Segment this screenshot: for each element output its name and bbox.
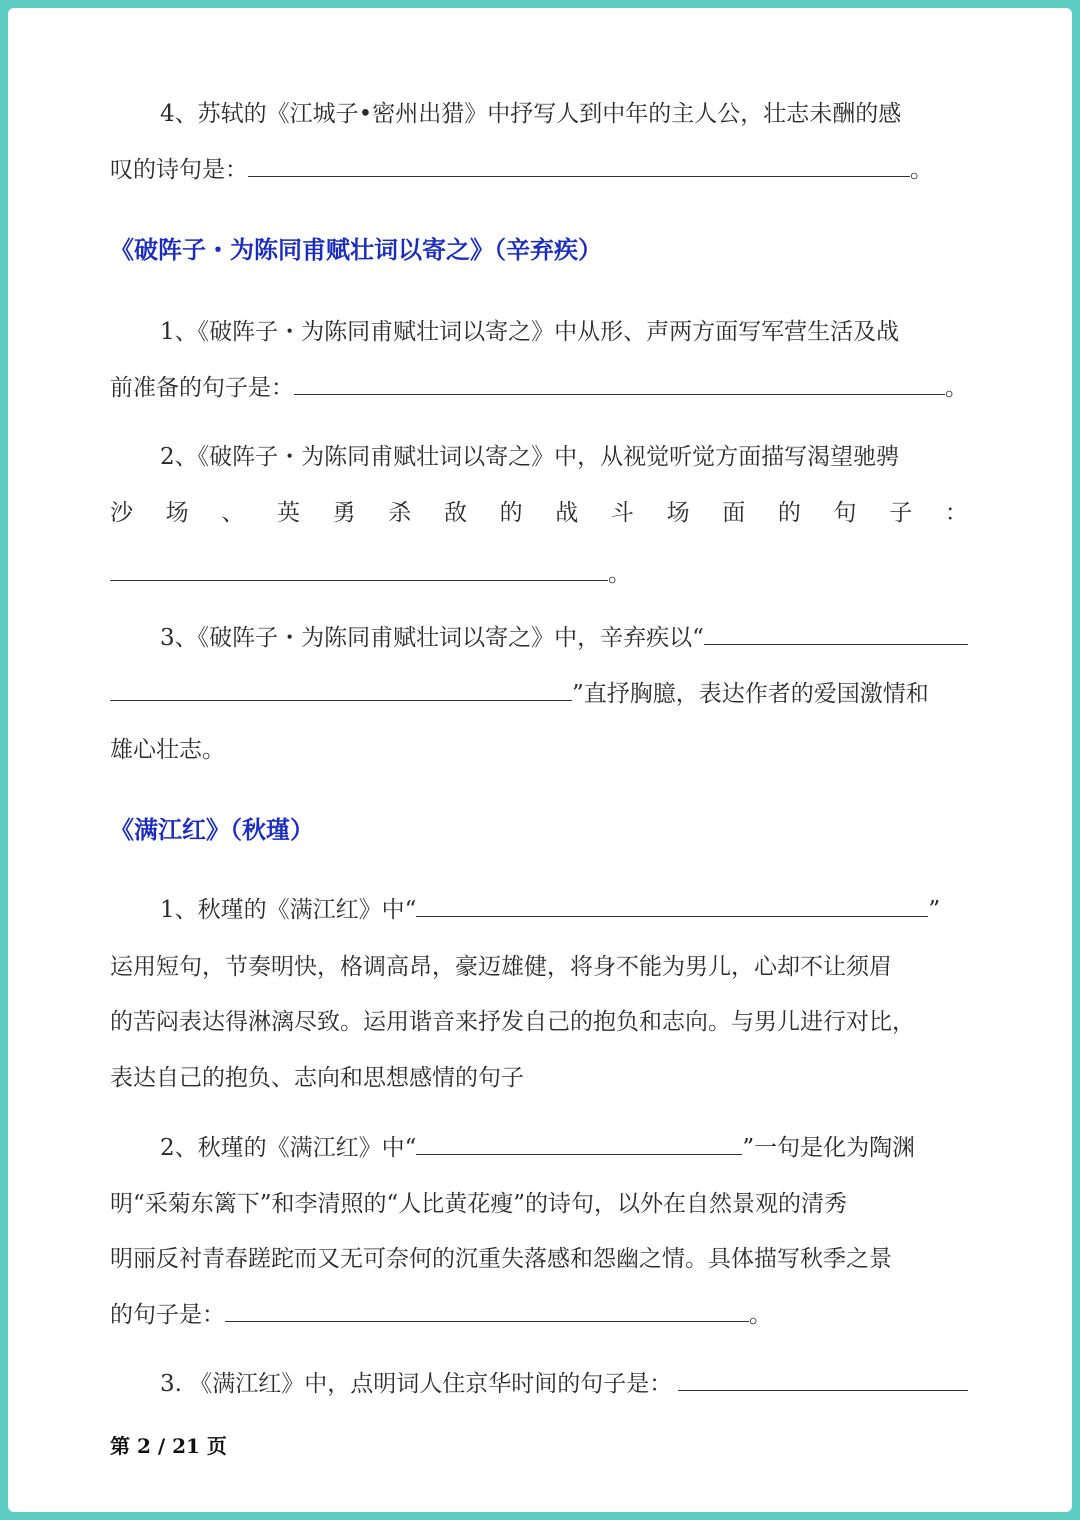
- manjianghong-question-1-line-2: 运用短句，节奏明快，格调高昂，豪迈雄健，将身不能为男儿，心却不让须眉: [110, 954, 892, 980]
- question-4-line-2: [110, 154, 968, 186]
- document-page: [8, 8, 1072, 1512]
- spread-char: 句: [833, 500, 857, 526]
- spread-char: 面: [722, 500, 746, 526]
- answer-blank[interactable]: [678, 1368, 968, 1391]
- answer-blank[interactable]: [704, 622, 968, 645]
- spread-char: 子: [889, 500, 913, 526]
- question-4-line-1: 4、苏轼的《江城子•密州出猎》中抒写人到中年的主人公，壮志未酬的感: [160, 101, 902, 127]
- answer-blank[interactable]: [294, 372, 945, 395]
- spread-char: 斗: [610, 500, 634, 526]
- answer-blank[interactable]: [110, 558, 608, 581]
- spread-char: 、: [221, 500, 245, 526]
- answer-blank[interactable]: [225, 1299, 749, 1322]
- spread-char: 场: [666, 500, 690, 526]
- spread-char: 杀: [388, 500, 412, 526]
- manjianghong-question-1-prompt: 1、秋瑾的《满江红》中“: [160, 897, 417, 923]
- pozhenzi-question-2-end: 。: [608, 561, 631, 587]
- spread-char: 的: [499, 500, 523, 526]
- manjianghong-question-1-line-4: 表达自己的抱负、志向和思想感情的句子: [110, 1065, 524, 1091]
- pozhenzi-question-3-continuation: ”直抒胸臆，表达作者的爱国激情和: [572, 681, 929, 707]
- answer-blank[interactable]: [416, 894, 928, 917]
- answer-blank[interactable]: [110, 678, 572, 701]
- pozhenzi-question-2-line-1: 2、《破阵子・为陈同甫赋壮词以寄之》中，从视觉听觉方面描写渴望驰骋: [160, 444, 900, 470]
- manjianghong-question-3-prompt: 3. 《满江红》中，点明词人住京华时间的句子是：: [160, 1371, 673, 1397]
- pozhenzi-question-1-prompt: 前准备的句子是：: [110, 375, 294, 401]
- pozhenzi-question-3-line-2: [110, 678, 968, 710]
- manjianghong-question-3-line-1: [160, 1368, 968, 1400]
- manjianghong-question-1-line-1: [160, 894, 968, 926]
- manjianghong-question-2-line-4: [110, 1299, 968, 1331]
- question-4-end: 。: [910, 157, 933, 183]
- spread-char: 沙: [110, 500, 133, 526]
- pozhenzi-question-1-line-1: 1、《破阵子・为陈同甫赋壮词以寄之》中从形、声两方面写军营生活及战: [160, 319, 900, 345]
- answer-blank[interactable]: [248, 154, 910, 177]
- manjianghong-question-2-line-2: 明“采菊东篱下”和李清照的“人比黄花瘦”的诗句，以外在自然景观的清秀: [110, 1191, 848, 1217]
- manjianghong-question-2-continuation: ”一句是化为陶渊: [742, 1135, 916, 1161]
- manjianghong-question-2-end: 。: [749, 1302, 772, 1328]
- manjianghong-question-2-prompt-end: 的句子是：: [110, 1302, 225, 1328]
- pozhenzi-question-3-line-1: [160, 622, 968, 654]
- spread-char: 的: [777, 500, 801, 526]
- section-heading-pozhenzi: 《破阵子・为陈同甫赋壮词以寄之》（辛弃疾）: [110, 235, 602, 264]
- pozhenzi-question-1-end: 。: [945, 375, 968, 401]
- pozhenzi-question-1-line-2: [110, 372, 968, 404]
- manjianghong-question-2-prompt: 2、秋瑾的《满江红》中“: [160, 1135, 417, 1161]
- question-4-prompt: 叹的诗句是：: [110, 157, 248, 183]
- pozhenzi-question-2-line-2: [110, 497, 968, 529]
- spread-char: 场: [165, 500, 189, 526]
- spread-char: 战: [555, 500, 579, 526]
- spread-char: 勇: [332, 500, 356, 526]
- section-heading-manjianghong: 《满江红》（秋瑾）: [110, 815, 314, 844]
- manjianghong-question-2-line-1: [160, 1132, 968, 1164]
- closing-quote: ”: [928, 897, 941, 923]
- spread-char: ：: [944, 500, 968, 526]
- pozhenzi-question-3-line-3: 雄心壮志。: [110, 737, 225, 763]
- pozhenzi-question-3-prompt: 3、《破阵子・为陈同甫赋壮词以寄之》中，辛弃疾以“: [160, 625, 704, 651]
- manjianghong-question-2-line-3: 明丽反衬青春蹉跎而又无可奈何的沉重失落感和怨幽之情。具体描写秋季之景: [110, 1246, 892, 1272]
- spread-char: 敌: [443, 500, 467, 526]
- pozhenzi-question-2-line-3: [110, 558, 968, 590]
- manjianghong-question-1-line-3: 的苦闷表达得淋漓尽致。运用谐音来抒发自己的抱负和志向。与男儿进行对比，: [110, 1009, 915, 1035]
- answer-blank[interactable]: [416, 1132, 742, 1155]
- page-number: 第 2 / 21 页: [110, 1434, 227, 1458]
- spread-char: 英: [276, 500, 300, 526]
